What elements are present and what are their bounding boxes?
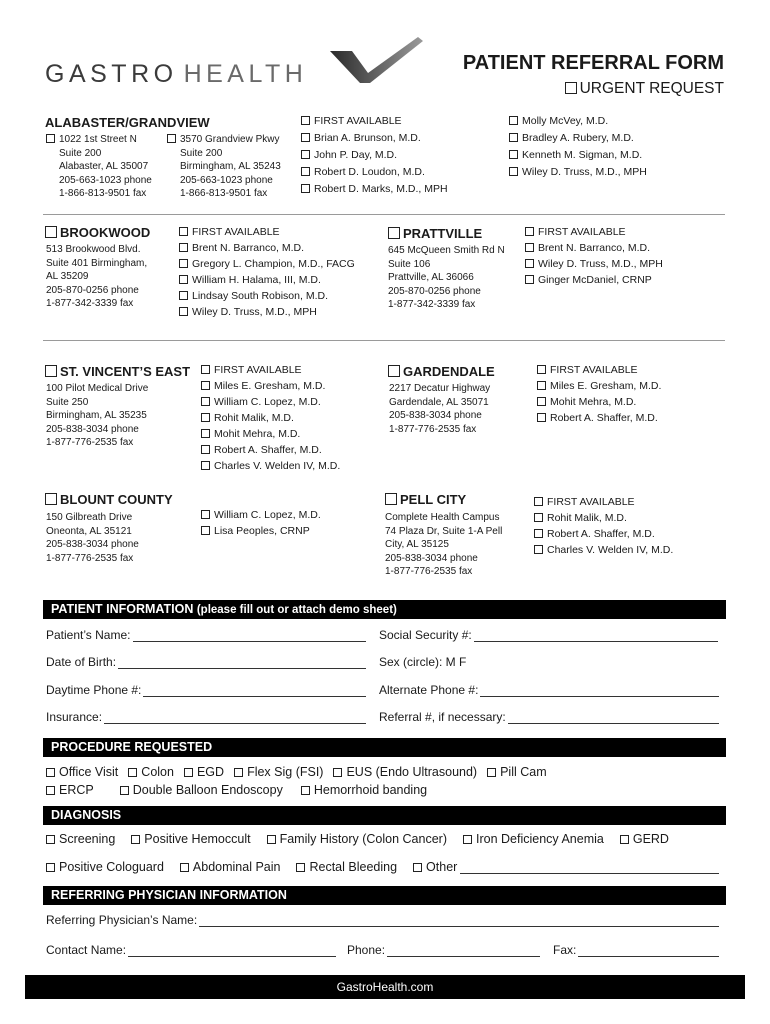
urgent-request-checkbox[interactable] xyxy=(565,80,724,98)
doctor-option[interactable]: Miles E. Gresham, M.D. xyxy=(201,378,340,394)
doctor-option[interactable]: Wiley D. Truss, M.D., MPH xyxy=(509,164,647,181)
procedure-row-1 xyxy=(46,763,557,781)
blount-doctors xyxy=(201,507,321,539)
doctor-option[interactable]: FIRST AVAILABLE xyxy=(301,113,448,130)
procedure-option[interactable]: EGD xyxy=(184,765,224,779)
procedure-option[interactable]: ERCP xyxy=(46,783,94,797)
divider xyxy=(43,214,725,215)
brookwood-address: 513 Brookwood Blvd. Suite 401 Birmingham, AL 35209 205-870-0256 phone 1-877-342-3339 fax xyxy=(46,244,148,309)
form-title: PATIENT REFERRAL FORM xyxy=(462,52,724,74)
doctor-option[interactable]: Charles V. Welden IV, M.D. xyxy=(534,542,673,558)
diagnosis-row-2 xyxy=(46,860,719,874)
st-vincents-doctors xyxy=(201,362,340,474)
doctor-option[interactable]: Lisa Peoples, CRNP xyxy=(201,523,321,539)
diagnosis-option[interactable]: Positive Cologuard xyxy=(46,860,164,874)
sex-field[interactable]: Sex (circle): M F xyxy=(379,655,467,669)
procedure-option[interactable]: Hemorrhoid banding xyxy=(301,783,427,797)
gardendale-doctors xyxy=(537,362,661,426)
procedure-option[interactable]: Pill Cam xyxy=(487,765,547,779)
doctor-option[interactable]: Mohit Mehra, M.D. xyxy=(201,426,340,442)
patient-name-field[interactable]: Patient’s Name: xyxy=(46,628,366,642)
footer-bar xyxy=(25,975,745,999)
pell-city-address: Complete Health Campus 74 Plaza Dr, Suite 1-A Pell City, AL 35125 205-838-3034 phone 1-877-776-2535 fax xyxy=(385,512,503,577)
doctor-option[interactable]: Wiley D. Truss, M.D., MPH xyxy=(525,256,663,272)
doctor-option[interactable]: William C. Lopez, M.D. xyxy=(201,507,321,523)
doctor-option[interactable]: Robert A. Shaffer, M.D. xyxy=(201,442,340,458)
location-title-gardendale[interactable]: GARDENDALE xyxy=(388,364,495,379)
alabaster-doctors-b xyxy=(509,113,647,181)
doctor-option[interactable]: FIRST AVAILABLE xyxy=(537,362,661,378)
procedure-header: PROCEDURE REQUESTED xyxy=(43,738,726,757)
doctor-option[interactable]: FIRST AVAILABLE xyxy=(179,224,355,240)
doctor-option[interactable]: Brent N. Barranco, M.D. xyxy=(525,240,663,256)
insurance-field[interactable]: Insurance: xyxy=(46,710,366,724)
procedure-row-2 xyxy=(46,781,437,799)
referral-number-field[interactable]: Referral #, if necessary: xyxy=(379,710,719,724)
location-title-prattville[interactable]: PRATTVILLE xyxy=(388,226,482,241)
doctor-option[interactable]: Miles E. Gresham, M.D. xyxy=(537,378,661,394)
diagnosis-option[interactable]: Screening xyxy=(46,832,115,846)
diagnosis-header: DIAGNOSIS xyxy=(43,806,726,825)
doctor-option[interactable]: Gregory L. Champion, M.D., FACG xyxy=(179,256,355,272)
fax-field[interactable]: Fax: xyxy=(553,943,719,957)
doctor-option[interactable]: FIRST AVAILABLE xyxy=(525,224,663,240)
st-vincents-address: 100 Pilot Medical Drive Suite 250 Birmingham, AL 35235 205-838-3034 phone 1-877-776-2535 fax xyxy=(46,383,149,448)
diagnosis-option[interactable]: Rectal Bleeding xyxy=(296,860,397,874)
alabaster-doctors-a xyxy=(301,113,448,198)
doctor-option[interactable]: John P. Day, M.D. xyxy=(301,147,448,164)
prattville-doctors xyxy=(525,224,663,288)
logo-word-health: HEALTH xyxy=(183,60,308,88)
phone-field[interactable]: Phone: xyxy=(347,943,540,957)
diagnosis-option[interactable]: Iron Deficiency Anemia xyxy=(463,832,604,846)
contact-name-field[interactable]: Contact Name: xyxy=(46,943,336,957)
referring-physician-header: REFERRING PHYSICIAN INFORMATION xyxy=(43,886,726,905)
doctor-option[interactable]: Bradley A. Rubery, M.D. xyxy=(509,130,647,147)
dob-field[interactable]: Date of Birth: xyxy=(46,655,366,669)
procedure-option[interactable]: Flex Sig (FSI) xyxy=(234,765,323,779)
doctor-option[interactable]: Robert A. Shaffer, M.D. xyxy=(534,526,673,542)
checkbox-icon xyxy=(167,134,176,143)
location-title-blount-county[interactable]: BLOUNT COUNTY xyxy=(45,492,173,507)
procedure-option[interactable]: EUS (Endo Ultrasound) xyxy=(333,765,477,779)
pell-city-doctors xyxy=(534,494,673,558)
doctor-option[interactable]: Wiley D. Truss, M.D., MPH xyxy=(179,304,355,320)
diagnosis-other-option[interactable]: Other xyxy=(413,860,457,874)
doctor-option[interactable]: Rohit Malik, M.D. xyxy=(201,410,340,426)
logo-check-icon xyxy=(330,35,425,85)
grandview-address[interactable]: 3570 Grandview Pkwy Suite 200 Birmingham, AL 35243 205-663-1023 phone 1-866-813-9501 fax xyxy=(167,133,281,201)
divider xyxy=(43,340,725,341)
blount-address: 150 Gilbreath Drive Oneonta, AL 35121 205-838-3034 phone 1-877-776-2535 fax xyxy=(46,512,139,564)
doctor-option[interactable]: Molly McVey, M.D. xyxy=(509,113,647,130)
logo-word-gastro: GASTRO xyxy=(45,60,178,88)
doctor-option[interactable]: Rohit Malik, M.D. xyxy=(534,510,673,526)
diagnosis-row-1 xyxy=(46,830,679,848)
procedure-option[interactable]: Colon xyxy=(128,765,174,779)
doctor-option[interactable]: Robert D. Loudon, M.D. xyxy=(301,164,448,181)
doctor-option[interactable]: Kenneth M. Sigman, M.D. xyxy=(509,147,647,164)
checkbox-icon xyxy=(565,82,577,94)
location-title-brookwood[interactable]: BROOKWOOD xyxy=(45,225,150,240)
doctor-option[interactable]: FIRST AVAILABLE xyxy=(201,362,340,378)
procedure-option[interactable]: Office Visit xyxy=(46,765,118,779)
diagnosis-option[interactable]: Family History (Colon Cancer) xyxy=(267,832,447,846)
daytime-phone-field[interactable]: Daytime Phone #: xyxy=(46,683,366,697)
location-title-alabaster: ALABASTER/GRANDVIEW xyxy=(45,115,210,130)
diagnosis-option[interactable]: GERD xyxy=(620,832,669,846)
doctor-option[interactable]: Robert A. Shaffer, M.D. xyxy=(537,410,661,426)
footer-url[interactable]: GastroHealth.com xyxy=(336,980,434,994)
alabaster-address[interactable]: 1022 1st Street N Suite 200 Alabaster, AL 35007 205-663-1023 phone 1-866-813-9501 fax xyxy=(46,133,152,201)
doctor-option[interactable]: Brent N. Barranco, M.D. xyxy=(179,240,355,256)
doctor-option[interactable]: Ginger McDaniel, CRNP xyxy=(525,272,663,288)
diagnosis-option[interactable]: Abdominal Pain xyxy=(180,860,281,874)
procedure-option[interactable]: Double Balloon Endoscopy xyxy=(120,783,283,797)
diagnosis-option[interactable]: Positive Hemoccult xyxy=(131,832,250,846)
location-title-st-vincents[interactable]: ST. VINCENT’S EAST xyxy=(45,364,190,379)
gardendale-address: 2217 Decatur Highway Gardendale, AL 35071 205-838-3034 phone 1-877-776-2535 fax xyxy=(389,383,491,435)
doctor-option[interactable]: Mohit Mehra, M.D. xyxy=(537,394,661,410)
doctor-option[interactable]: William H. Halama, III, M.D. xyxy=(179,272,355,288)
doctor-option[interactable]: Robert D. Marks, M.D., MPH xyxy=(301,181,448,198)
brookwood-doctors xyxy=(179,224,355,320)
checkbox-icon xyxy=(46,134,55,143)
patient-info-header: PATIENT INFORMATION (please fill out or attach demo sheet) xyxy=(43,600,726,619)
location-title-pell-city[interactable]: PELL CITY xyxy=(385,492,466,507)
doctor-option[interactable]: FIRST AVAILABLE xyxy=(534,494,673,510)
alternate-phone-field[interactable]: Alternate Phone #: xyxy=(379,683,719,697)
doctor-option[interactable]: Brian A. Brunson, M.D. xyxy=(301,130,448,147)
logo xyxy=(45,60,307,89)
prattville-address: 645 McQueen Smith Rd N Suite 106 Prattville, AL 36066 205-870-0256 phone 1-877-342-3339 fax xyxy=(388,245,505,310)
referring-physician-name-field[interactable]: Referring Physician’s Name: xyxy=(46,913,719,927)
doctor-option[interactable]: William C. Lopez, M.D. xyxy=(201,394,340,410)
ssn-field[interactable]: Social Security #: xyxy=(379,628,718,642)
doctor-option[interactable]: Charles V. Welden IV, M.D. xyxy=(201,458,340,474)
doctor-option[interactable]: Lindsay South Robison, M.D. xyxy=(179,288,355,304)
urgent-request-label: URGENT REQUEST xyxy=(579,80,724,97)
other-field-line[interactable] xyxy=(460,862,719,874)
